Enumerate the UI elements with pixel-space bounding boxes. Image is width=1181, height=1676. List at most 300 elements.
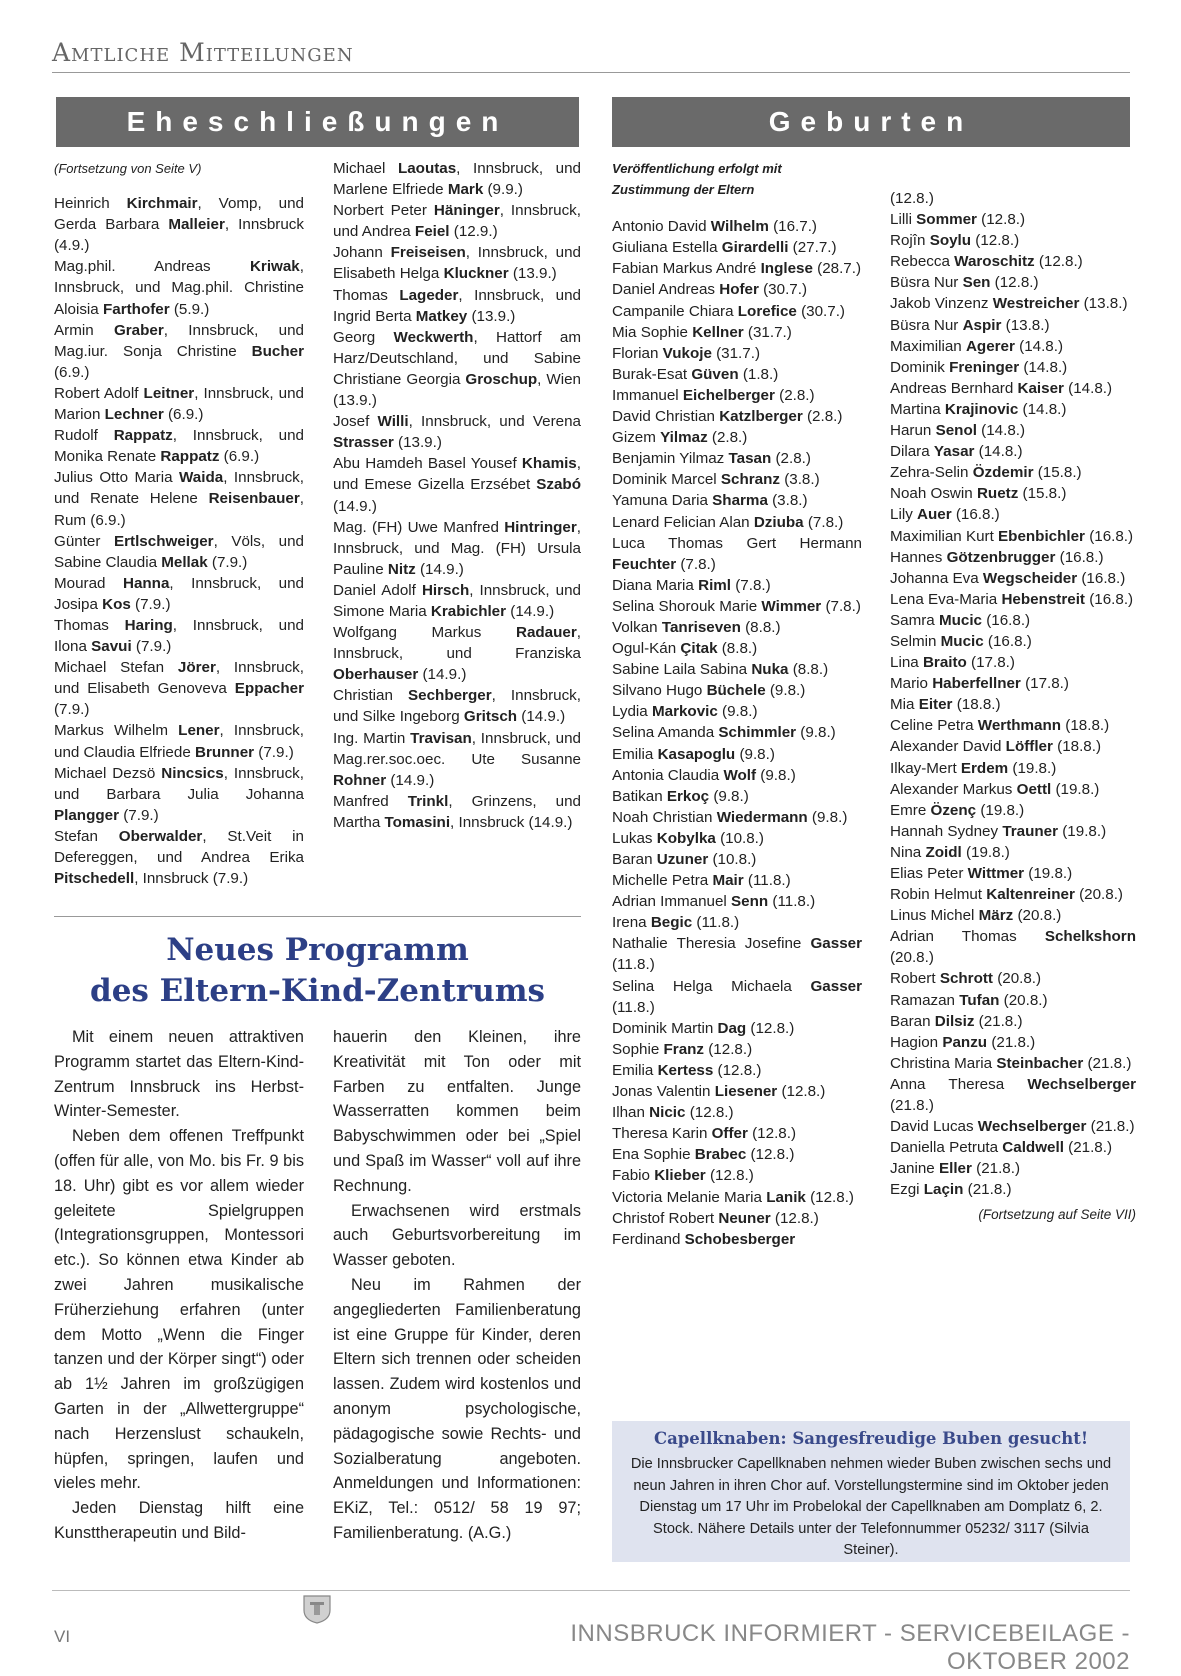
entry-text: Michael <box>333 160 398 177</box>
surname: Lanik <box>766 1188 806 1206</box>
entry-text: Martina <box>890 400 945 418</box>
entry-text: (16.8.) <box>1055 548 1104 566</box>
entry-text: , Rum (6.9.) <box>54 490 304 529</box>
list-entry <box>54 720 304 762</box>
entry-text: (2.8.) <box>802 408 843 426</box>
entry-text: Rudolf <box>54 427 114 445</box>
notice-title: Capellknaben: Sangesfreudige Buben gesucht! <box>653 1429 1089 1448</box>
entry-text: Selina Shorouk Marie <box>612 597 762 615</box>
entry-text: Emre <box>890 801 931 819</box>
surname: Büchele <box>706 682 766 700</box>
list-entry <box>612 638 862 659</box>
list-entry <box>890 420 1136 441</box>
list-entry <box>890 230 1136 251</box>
entry-text: , Innsbruck, und Elisabeth Genoveva <box>54 659 304 698</box>
entry-text: David Christian <box>612 408 720 426</box>
surname: Westreicher <box>992 295 1080 313</box>
entry-text: Stefan <box>54 827 119 845</box>
surname: Kertess <box>657 1061 714 1079</box>
continued-on-note: (Fortsetzung auf Seite VII) <box>978 1206 1136 1222</box>
surname: Laoutas <box>397 160 457 177</box>
surname: Laçin <box>923 1181 964 1199</box>
list-entry <box>890 842 1136 863</box>
surname: Caldwell <box>1002 1139 1064 1157</box>
entry-text: (27.7.) <box>788 239 837 257</box>
surname: Bucher <box>251 342 304 360</box>
list-entry <box>612 575 862 596</box>
article-paragraph: Mit einem neuen attraktiven Programm startet das Eltern-Kind-Zentrum Innsbruck ins Herbst-Winter-Semester. <box>54 1028 304 1121</box>
entry-text: Günter <box>54 532 114 550</box>
surname: Erkoç <box>666 787 710 805</box>
surname: Hebenstreit <box>1001 590 1085 608</box>
entry-text: Mag.phil. Andreas <box>54 258 250 276</box>
entry-text: (16.8.) <box>982 611 1031 629</box>
entry-text: (14.8.) <box>976 422 1026 440</box>
entry-text: (2.8.) <box>707 429 748 447</box>
entry-text: , Innsbruck, und Verena <box>408 413 581 431</box>
entry-text: Büsra Nur <box>890 316 963 334</box>
entry-text: (14.9.) <box>386 771 435 789</box>
entry-text: (12.8.) <box>777 1083 826 1101</box>
list-entry <box>612 828 862 849</box>
entry-text: Dominik <box>890 358 950 376</box>
entry-text: Samra <box>890 611 939 629</box>
entry-text: (31.7.) <box>711 344 761 362</box>
entry-text: Theresa Karin <box>612 1125 712 1143</box>
entry-text: Selina Amanda <box>612 724 719 742</box>
entry-text: Baran <box>890 1012 935 1030</box>
entry-text: Andreas Bernhard <box>890 379 1018 397</box>
list-entry <box>612 722 862 743</box>
surname: Tasan <box>728 450 772 468</box>
entry-text: (19.8.) <box>961 843 1010 861</box>
entry-text: Celine Petra <box>890 717 978 735</box>
entry-text: (14.8.) <box>1019 358 1068 376</box>
surname: Rappatz <box>113 427 173 445</box>
surname: Feiel <box>414 223 450 241</box>
entry-text: Yamuna Daria <box>612 492 713 510</box>
list-entry <box>890 293 1136 314</box>
entry-text: (10.8.) <box>708 851 757 868</box>
entry-text: Ing. Martin <box>333 729 411 747</box>
entry-text: (13.9.) <box>508 265 557 283</box>
entry-text: Heinrich <box>54 195 127 213</box>
entry-text: (30.7.) <box>758 281 808 299</box>
surname: Ruetz <box>976 485 1019 503</box>
entry-text: Ramazan <box>890 991 960 1009</box>
list-entry <box>333 411 581 453</box>
article-paragraph: Neu im Rahmen der angegliederten Familienberatung ist eine Gruppe für Kinder, deren Eltern sich trennen oder scheiden lassen. Zudem wird kostenlos und anonym psychologische, pädagogische sowie Rechts- und Sozialberatung angeboten. Anmeldungen und Informationen: EKiZ, Tel.: 0512/ 58 19 97; Familienberatung. (A.G.) <box>333 1275 581 1542</box>
list-entry <box>612 701 862 722</box>
entry-text: Thomas <box>54 616 125 634</box>
entry-text: (13.9.) <box>467 307 516 325</box>
list-entry <box>54 615 304 657</box>
list-entry <box>612 469 862 490</box>
surname: Senol <box>935 422 977 440</box>
surname: Liesener <box>714 1083 778 1101</box>
article-paragraph: Erwachsenen wird erstmals auch Geburtsvorbereitung im Wasser geboten. <box>333 1201 581 1270</box>
surname: Oettl <box>1016 780 1052 798</box>
births-column-1 <box>612 158 862 1250</box>
entry-text: (7.9.) <box>119 806 159 824</box>
list-entry <box>333 685 581 727</box>
entry-text: (9.8.) <box>735 745 775 763</box>
entry-text: (31.7.) <box>743 323 792 341</box>
entry-text: (14.8.) <box>1018 400 1067 418</box>
surname: Neuner <box>718 1209 771 1227</box>
entry-text: (21.8.) <box>974 1012 1023 1030</box>
entry-text: (19.8.) <box>1024 865 1073 882</box>
list-entry <box>333 158 581 200</box>
surname: Weckwerth <box>393 328 474 346</box>
entry-text: (12.8.) <box>805 1188 854 1206</box>
surname: Hofer <box>719 281 759 299</box>
entry-text: Thomas <box>333 286 400 304</box>
entry-text: (6.9.) <box>163 406 204 424</box>
list-entry <box>54 383 304 425</box>
article-paragraph: Jeden Dienstag hilft eine Kunsttherapeutin und Bild- <box>54 1499 304 1542</box>
entry-text: (20.8.) <box>992 970 1042 988</box>
marriages-column-2 <box>333 158 581 833</box>
surname: Lageder <box>399 286 459 304</box>
entry-text: Diana Maria <box>612 576 699 594</box>
surname: Agerer <box>965 337 1015 355</box>
entry-text: Elias Peter <box>890 865 968 882</box>
surname: Wechselberger <box>1027 1075 1136 1093</box>
entry-text: Hagion <box>890 1033 943 1051</box>
list-entry <box>333 242 581 284</box>
entry-text: (13.8.) <box>1001 316 1050 334</box>
entry-text: Emilia <box>612 1061 658 1079</box>
births-banner: Geburten <box>612 97 1130 147</box>
entry-text: Manfred <box>333 792 408 810</box>
list-entry <box>612 870 862 891</box>
list-entry <box>612 617 862 638</box>
list-entry <box>612 1229 862 1250</box>
entry-text: (21.8.) <box>971 1160 1021 1178</box>
entry-text: , Innsbruck, und Renate Helene <box>54 469 304 508</box>
surname: Plangger <box>54 806 119 824</box>
entry-text: Daniel Andreas <box>612 281 720 299</box>
entry-text: (2.8.) <box>774 386 815 404</box>
entry-text: Ferdinand <box>612 1230 685 1248</box>
list-entry <box>54 826 304 889</box>
entry-text: , Innsbruck, und Marlene Elfriede <box>333 160 581 199</box>
entry-text: , Innsbruck, und Ilona <box>54 616 304 656</box>
list-entry <box>890 568 1136 589</box>
list-entry <box>612 1187 862 1208</box>
entry-text: Adrian Thomas <box>890 928 1045 946</box>
entry-text: (15.8.) <box>1018 485 1067 503</box>
entry-text: Noah Oswin <box>890 485 977 503</box>
entry-text: , St.Veit in Defereggen, und Andrea Erika <box>54 827 304 866</box>
surname: Gasser <box>810 977 862 995</box>
entry-text: Irena <box>612 914 651 932</box>
entry-text: (16.7.) <box>768 218 817 236</box>
entry-text: , Innsbruck, und Elisabeth Helga <box>333 244 581 283</box>
entry-text: (14.8.) <box>1063 379 1113 397</box>
surname: Wilhelm <box>710 218 769 236</box>
entry-text: Immanuel <box>612 386 683 404</box>
surname: Brabec <box>694 1146 747 1164</box>
surname: Götzenbrugger <box>946 548 1056 566</box>
list-entry <box>890 251 1136 272</box>
surname: Erdem <box>960 759 1009 777</box>
entry-text: (14.9.) <box>506 602 555 620</box>
entry-text: Julius Otto Maria <box>54 469 180 487</box>
surname: Hanna <box>122 574 170 592</box>
entry-text: Maximilian <box>890 337 966 355</box>
surname: Eller <box>938 1160 972 1178</box>
surname: Özdemir <box>972 464 1034 482</box>
surname: Vukoje <box>662 344 712 362</box>
entry-text: Rojîn <box>890 232 930 250</box>
list-entry <box>890 1158 1136 1179</box>
list-entry <box>612 279 862 300</box>
entry-text: (19.8.) <box>1058 822 1107 840</box>
list-entry <box>890 272 1136 293</box>
surname: Schimmler <box>718 724 797 742</box>
surname: Kirchmair <box>126 195 198 213</box>
entry-text: (14.8.) <box>974 443 1023 461</box>
list-entry <box>612 322 862 343</box>
surname: Offer <box>711 1125 748 1143</box>
list-entry <box>54 193 304 256</box>
surname: Wolf <box>723 766 757 784</box>
entry-text: Wolfgang Markus <box>333 624 516 642</box>
entry-text: Mourad <box>54 574 123 592</box>
surname: Sechberger <box>408 687 492 705</box>
list-entry <box>890 652 1136 673</box>
list-entry <box>333 580 581 622</box>
entry-text: Benjamin Yilmaz <box>612 450 729 468</box>
entry-text: Ogul-Kán <box>612 640 681 658</box>
entry-text: Johanna Eva <box>890 569 983 587</box>
surname: Katzlberger <box>719 408 803 426</box>
surname: Waroschitz <box>954 253 1035 271</box>
surname: Tufan <box>959 991 1000 1009</box>
surname: Farthofer <box>102 300 170 318</box>
list-entry <box>890 483 1136 504</box>
entry-text: (18.8.) <box>1061 717 1110 735</box>
top-divider <box>52 72 1130 73</box>
list-entry <box>612 1208 862 1229</box>
list-entry <box>890 610 1136 631</box>
surname: Senn <box>731 893 769 911</box>
surname: Dilsiz <box>934 1012 975 1030</box>
entry-text: Georg <box>333 328 394 346</box>
list-entry <box>333 622 581 685</box>
entry-text: Armin <box>54 321 114 339</box>
surname: Sommer <box>916 211 977 229</box>
surname: Savui <box>91 638 132 656</box>
entry-text: Jakob Vinzenz <box>890 295 993 313</box>
list-entry <box>612 891 862 912</box>
list-entry <box>890 547 1136 568</box>
list-entry <box>890 1053 1136 1074</box>
entry-text: (7.8.) <box>803 513 844 531</box>
entry-text: (9.8.) <box>807 808 848 826</box>
entry-text: (10.8.) <box>715 829 764 847</box>
list-entry <box>890 990 1136 1011</box>
marriages-list-1 <box>54 193 304 889</box>
entry-text: (18.8.) <box>952 696 1001 714</box>
entry-text: (9.8.) <box>765 682 806 700</box>
surname: Güven <box>691 365 739 383</box>
entry-text: Josef <box>333 413 378 431</box>
entry-text: Linus Michel <box>890 907 979 925</box>
entry-text: (7.9.) <box>130 595 171 613</box>
entry-text: Antonio David <box>612 218 711 236</box>
entry-text: (7.9.) <box>207 553 248 571</box>
entry-text: (20.8.) <box>890 949 934 967</box>
list-entry <box>612 912 862 933</box>
entry-text: (11.8.) <box>612 998 655 1016</box>
entry-text: Büsra Nur <box>890 274 963 292</box>
surname: Häninger <box>433 202 500 220</box>
list-entry <box>612 448 862 469</box>
list-entry <box>333 791 581 833</box>
list-entry <box>890 715 1136 736</box>
list-entry <box>612 680 862 701</box>
surname: Nitz <box>387 560 416 578</box>
marriages-list-2 <box>333 158 581 833</box>
entry-text: (12.8.) <box>746 1146 795 1164</box>
entry-text: Ezgi <box>890 1181 924 1199</box>
entry-text: , Vomp, und Gerda Barbara <box>54 195 304 234</box>
surname: Krajinovic <box>944 400 1019 418</box>
surname: Aspir <box>962 316 1002 334</box>
entry-text: Markus Wilhelm <box>54 722 179 740</box>
marriages-banner: Eheschließungen <box>56 97 579 147</box>
list-entry <box>612 258 862 279</box>
entry-text: (9.8.) <box>709 787 749 805</box>
article-headline-line-1: Neues Programm <box>166 932 469 968</box>
entry-text: Burak-Esat <box>612 365 692 383</box>
entry-text: Luca Thomas Gert Hermann <box>612 534 862 552</box>
surname: Groschup <box>465 370 538 388</box>
entry-text: (12.8.) <box>713 1061 762 1079</box>
entry-text: Jonas Valentin <box>612 1083 715 1101</box>
list-entry <box>612 490 862 511</box>
entry-text: Daniel Adolf <box>333 581 422 599</box>
surname: Sen <box>962 274 991 292</box>
entry-text: Fabian Markus André <box>612 260 761 278</box>
entry-text: David Lucas <box>890 1118 978 1136</box>
entry-text: (19.8.) <box>1051 780 1100 798</box>
list-entry <box>612 1018 862 1039</box>
entry-text: (12.8.) <box>971 232 1020 250</box>
entry-text: Hannes <box>890 548 947 566</box>
surname: Graber <box>113 321 164 339</box>
entry-text: (21.8.) <box>963 1181 1012 1199</box>
surname: Khamis <box>521 455 577 473</box>
surname: Kasapoglu <box>657 745 736 763</box>
entry-text: (8.8.) <box>740 618 781 636</box>
entry-text: Sabine Laila Sabina <box>612 661 752 679</box>
surname: Kaltenreiner <box>986 886 1075 904</box>
list-entry <box>890 736 1136 757</box>
list-entry <box>54 531 304 573</box>
entry-text: , Innsbruck, und Josipa <box>54 574 304 613</box>
surname: Löffler <box>1005 738 1053 756</box>
entry-text: Robert Adolf <box>54 384 144 402</box>
entry-text: (20.8.) <box>1013 907 1062 925</box>
entry-text: (9.8.) <box>796 724 836 742</box>
births-consent-note: Veröffentlichung erfolgt mit Zustimmung der Eltern <box>612 161 782 198</box>
entry-text: (18.8.) <box>1052 738 1102 756</box>
entry-text: (21.8.) <box>987 1033 1036 1051</box>
births-list-2 <box>890 209 1136 1200</box>
entry-text: (20.8.) <box>999 991 1048 1009</box>
list-entry <box>890 1116 1136 1137</box>
entry-text: Rebecca <box>890 253 955 271</box>
surname: Rappatz <box>160 448 220 466</box>
entry-text: (12.8.) <box>770 1209 819 1227</box>
entry-text: Nathalie Theresia Josefine <box>612 935 811 953</box>
list-entry <box>612 406 862 427</box>
entry-text: , Innsbruck (7.9.) <box>134 870 249 888</box>
list-entry <box>612 301 862 322</box>
entry-text: (8.8.) <box>788 661 829 679</box>
list-entry <box>612 427 862 448</box>
page-number: VI <box>54 1627 71 1646</box>
surname: Girardelli <box>721 239 789 257</box>
surname: Mair <box>712 872 744 890</box>
entry-text: (7.9.) <box>131 638 172 656</box>
entry-text: (21.8.) <box>890 1097 934 1115</box>
entry-text: Selmin <box>890 632 941 650</box>
list-entry <box>612 849 862 870</box>
list-entry <box>612 1081 862 1102</box>
surname: Tanriseven <box>661 618 741 636</box>
surname: Szabó <box>536 476 581 494</box>
surname: Schrott <box>939 970 993 988</box>
section-label: Amtliche Mitteilungen <box>52 38 354 67</box>
list-entry <box>890 1032 1136 1053</box>
surname: Hirsch <box>421 581 470 599</box>
entry-text: Nina <box>890 843 926 861</box>
entry-text: (8.8.) <box>717 640 758 658</box>
entry-text: , Innsbruck, und Mag.iur. Sonja Christine <box>54 321 304 360</box>
list-entry <box>612 1123 862 1144</box>
surname: Trauner <box>1002 822 1059 840</box>
surname: Yasar <box>933 443 975 461</box>
entry-text: Dominik Martin <box>612 1019 718 1037</box>
entry-text: (21.8.) <box>1063 1139 1113 1157</box>
surname: Ertlschweiger <box>113 532 214 550</box>
entry-text: (6.9.) <box>219 448 260 466</box>
surname: Kellner <box>692 323 744 341</box>
surname: Hintringer <box>504 518 577 536</box>
list-entry <box>612 807 862 828</box>
entry-text: (12.8.) <box>704 1040 753 1058</box>
entry-text: Emilia <box>612 745 658 763</box>
entry-text: , Innsbruck, und Mag.phil. Christine Aloisia <box>54 258 304 318</box>
surname: Ebenbichler <box>998 527 1085 545</box>
entry-text: Mia Sophie <box>612 323 693 341</box>
list-entry <box>890 504 1136 525</box>
list-entry <box>54 425 304 467</box>
entry-text: (9.8.) <box>717 703 758 721</box>
list-entry <box>890 884 1136 905</box>
surname: Malleier <box>168 216 225 234</box>
surname: Kriwak <box>249 258 300 276</box>
city-crest-icon <box>301 1594 333 1624</box>
surname: Trinkl <box>407 792 449 810</box>
entry-text: (14.9.) <box>415 560 464 578</box>
surname: Dziuba <box>753 513 804 531</box>
